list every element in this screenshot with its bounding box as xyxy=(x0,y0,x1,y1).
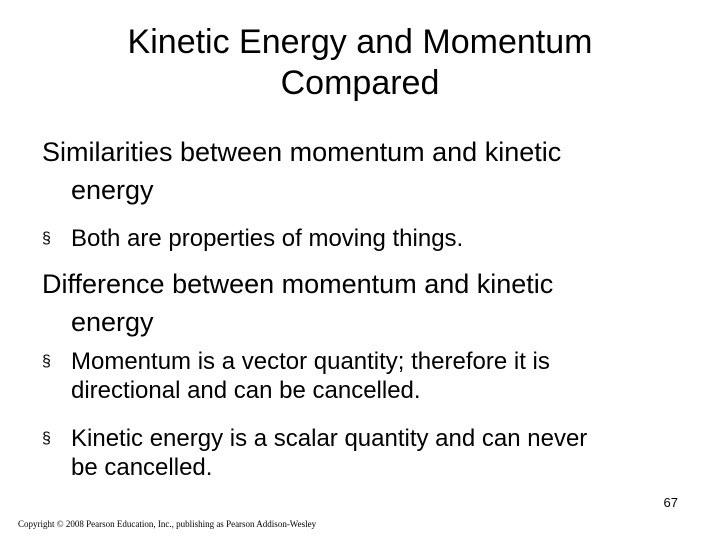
page-number: 67 xyxy=(663,495,678,510)
difference-heading xyxy=(42,265,682,341)
bullet-line: Both are properties of moving things. xyxy=(71,225,464,252)
bullet-line: directional and can be cancelled. xyxy=(71,377,421,404)
slide-title xyxy=(40,22,680,104)
bullet-marker-icon: § xyxy=(42,353,51,370)
bullet-line: be cancelled. xyxy=(71,454,213,481)
similarities-heading xyxy=(42,133,682,209)
heading-line: energy xyxy=(71,175,154,205)
heading-line: energy xyxy=(71,307,154,337)
bullet-text xyxy=(42,224,692,253)
heading-line: Difference between momentum and kinetic xyxy=(42,269,554,299)
bullet-line: Kinetic energy is a scalar quantity and can never xyxy=(71,425,588,452)
copyright-notice: Copyright © 2008 Pearson Education, Inc., publishing as Pearson Addison-Wesley xyxy=(18,519,317,529)
bullet-item xyxy=(42,347,692,405)
bullet-marker-icon: § xyxy=(42,430,51,447)
bullet-text xyxy=(42,424,692,482)
slide-title-line: Compared xyxy=(280,64,440,102)
bullet-text xyxy=(42,347,692,405)
bullet-line: Momentum is a vector quantity; therefore it is xyxy=(71,348,550,375)
bullet-item xyxy=(42,224,692,253)
bullet-item xyxy=(42,424,692,482)
slide-title-line: Kinetic Energy and Momentum xyxy=(127,23,593,61)
bullet-marker-icon: § xyxy=(42,230,51,247)
heading-line: Similarities between momentum and kinetic xyxy=(42,137,562,167)
